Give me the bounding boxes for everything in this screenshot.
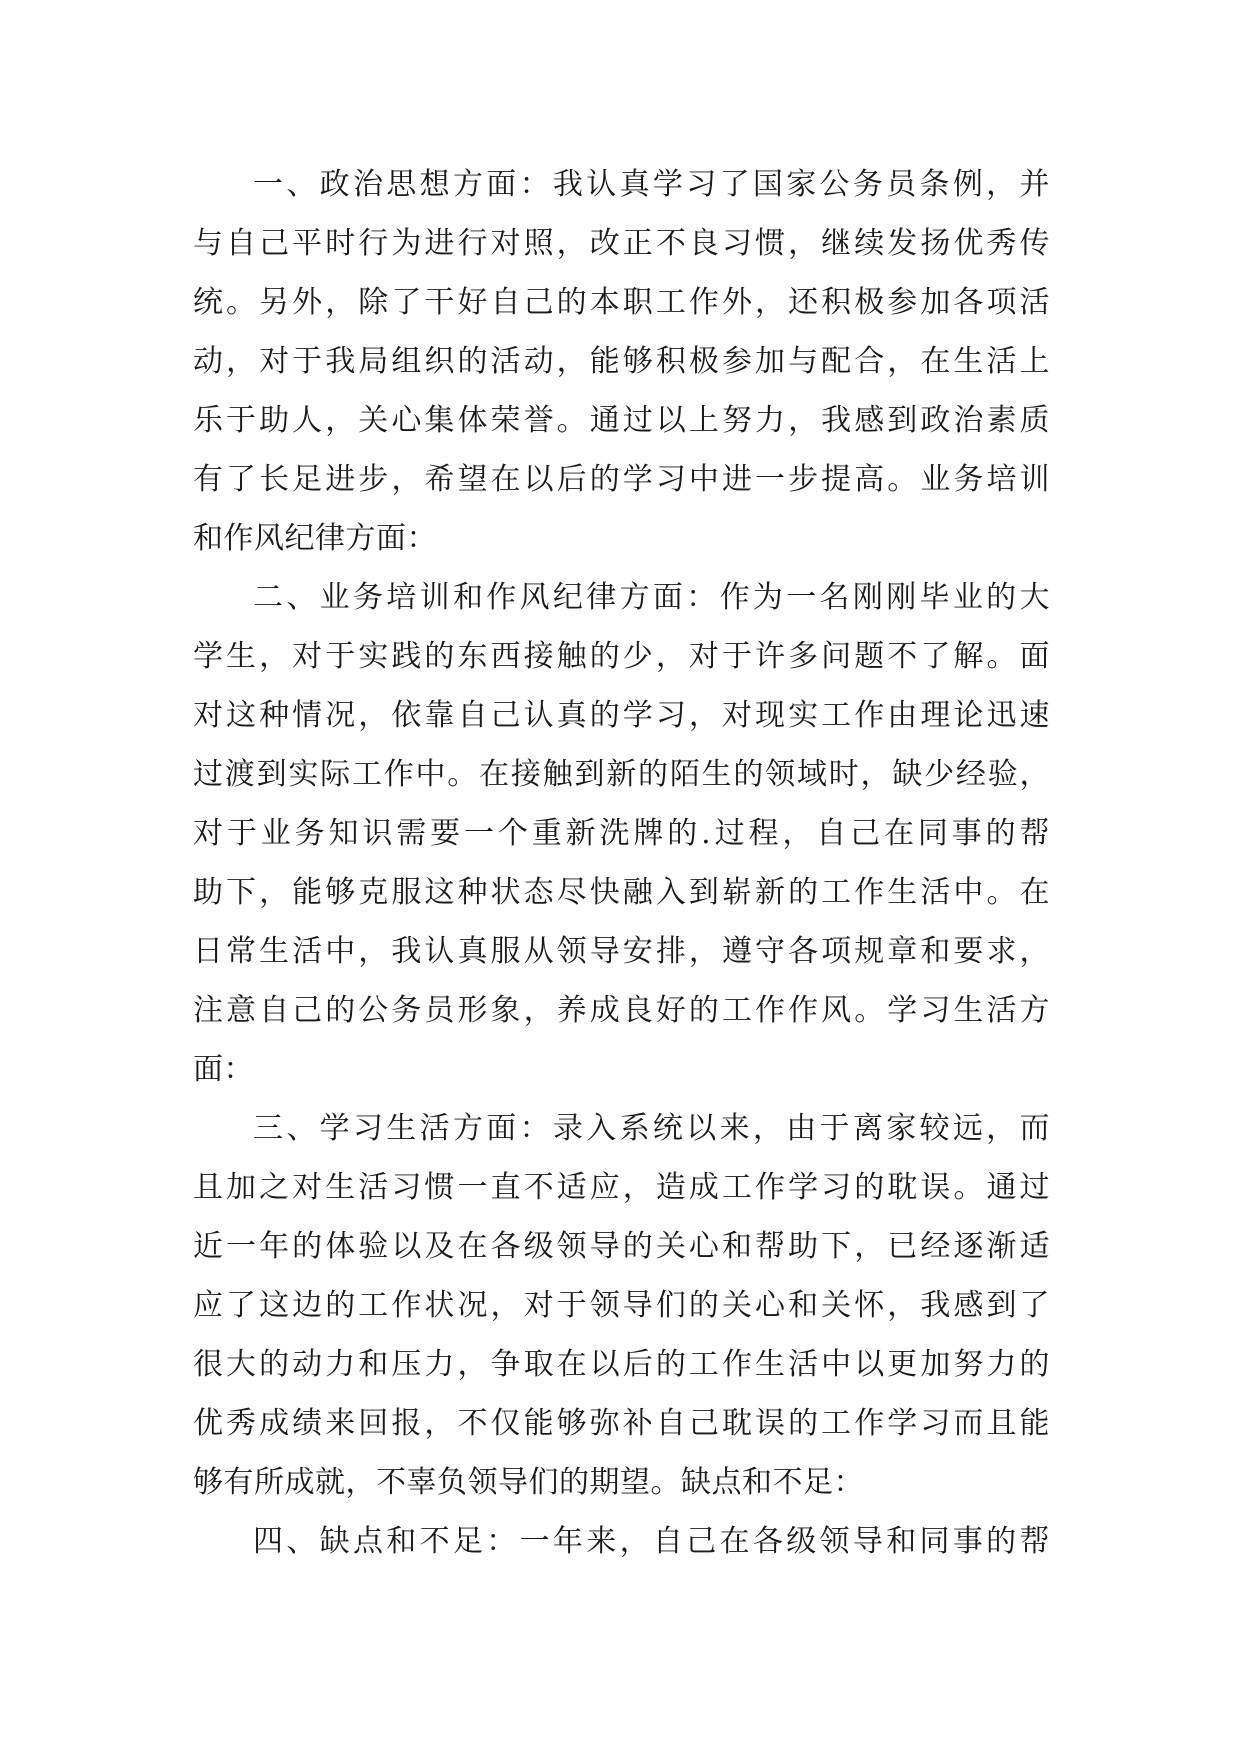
text-line: 动，对于我局组织的活动，能够积极参加与配合，在生活上 (193, 344, 1050, 379)
text-line: 学生，对于实践的东西接触的少，对于许多问题不了解。面 (193, 639, 1050, 674)
paragraph-political-thought (193, 155, 1050, 568)
text-line: 对这种情况，依靠自己认真的学习，对现实工作由理论迅速 (193, 698, 1050, 733)
text-line: 统。另外，除了干好自己的本职工作外，还积极参加各项活 (193, 285, 1050, 320)
text-line: 注意自己的公务员形象，养成良好的工作作风。学习生活方 (193, 993, 1050, 1028)
paragraph-shortcomings (193, 1512, 1050, 1571)
text-line: 一、政治思想方面：我认真学习了国家公务员条例，并 (253, 167, 1050, 202)
text-line: 乐于助人，关心集体荣誉。通过以上努力，我感到政治素质 (193, 403, 1050, 438)
text-line: 应了这边的工作状况，对于领导们的关心和关怀，我感到了 (193, 1288, 1050, 1323)
text-line: 和作风纪律方面： (193, 521, 437, 556)
text-line: 优秀成绩来回报，不仅能够弥补自己耽误的工作学习而且能 (193, 1406, 1050, 1441)
text-line: 过渡到实际工作中。在接触到新的陌生的领域时，缺少经验， (193, 757, 1050, 792)
document-body (193, 155, 1050, 1571)
text-line: 很大的动力和压力，争取在以后的工作生活中以更加努力的 (193, 1347, 1050, 1382)
text-line: 三、学习生活方面：录入系统以来，由于离家较远，而 (253, 1111, 1050, 1146)
text-line: 助下，能够克服这种状态尽快融入到崭新的工作生活中。在 (193, 875, 1050, 910)
paragraph-business-training (193, 568, 1050, 1099)
text-line: 四、缺点和不足：一年来，自己在各级领导和同事的帮 (253, 1524, 1050, 1559)
text-line: 二、业务培训和作风纪律方面：作为一名刚刚毕业的大 (253, 580, 1050, 615)
text-line: 对于业务知识需要一个重新洗牌的.过程，自己在同事的帮 (193, 816, 1050, 851)
text-line: 够有所成就，不辜负领导们的期望。缺点和不足： (193, 1465, 864, 1500)
paragraph-study-life (193, 1099, 1050, 1512)
text-line: 日常生活中，我认真服从领导安排，遵守各项规章和要求， (193, 934, 1050, 969)
text-line: 面： (193, 1052, 254, 1087)
text-line: 有了长足进步，希望在以后的学习中进一步提高。业务培训 (193, 462, 1050, 497)
text-line: 近一年的体验以及在各级领导的关心和帮助下，已经逐渐适 (193, 1229, 1050, 1264)
text-line: 且加之对生活习惯一直不适应，造成工作学习的耽误。通过 (193, 1170, 1050, 1205)
text-line: 与自己平时行为进行对照，改正不良习惯，继续发扬优秀传 (193, 226, 1050, 261)
